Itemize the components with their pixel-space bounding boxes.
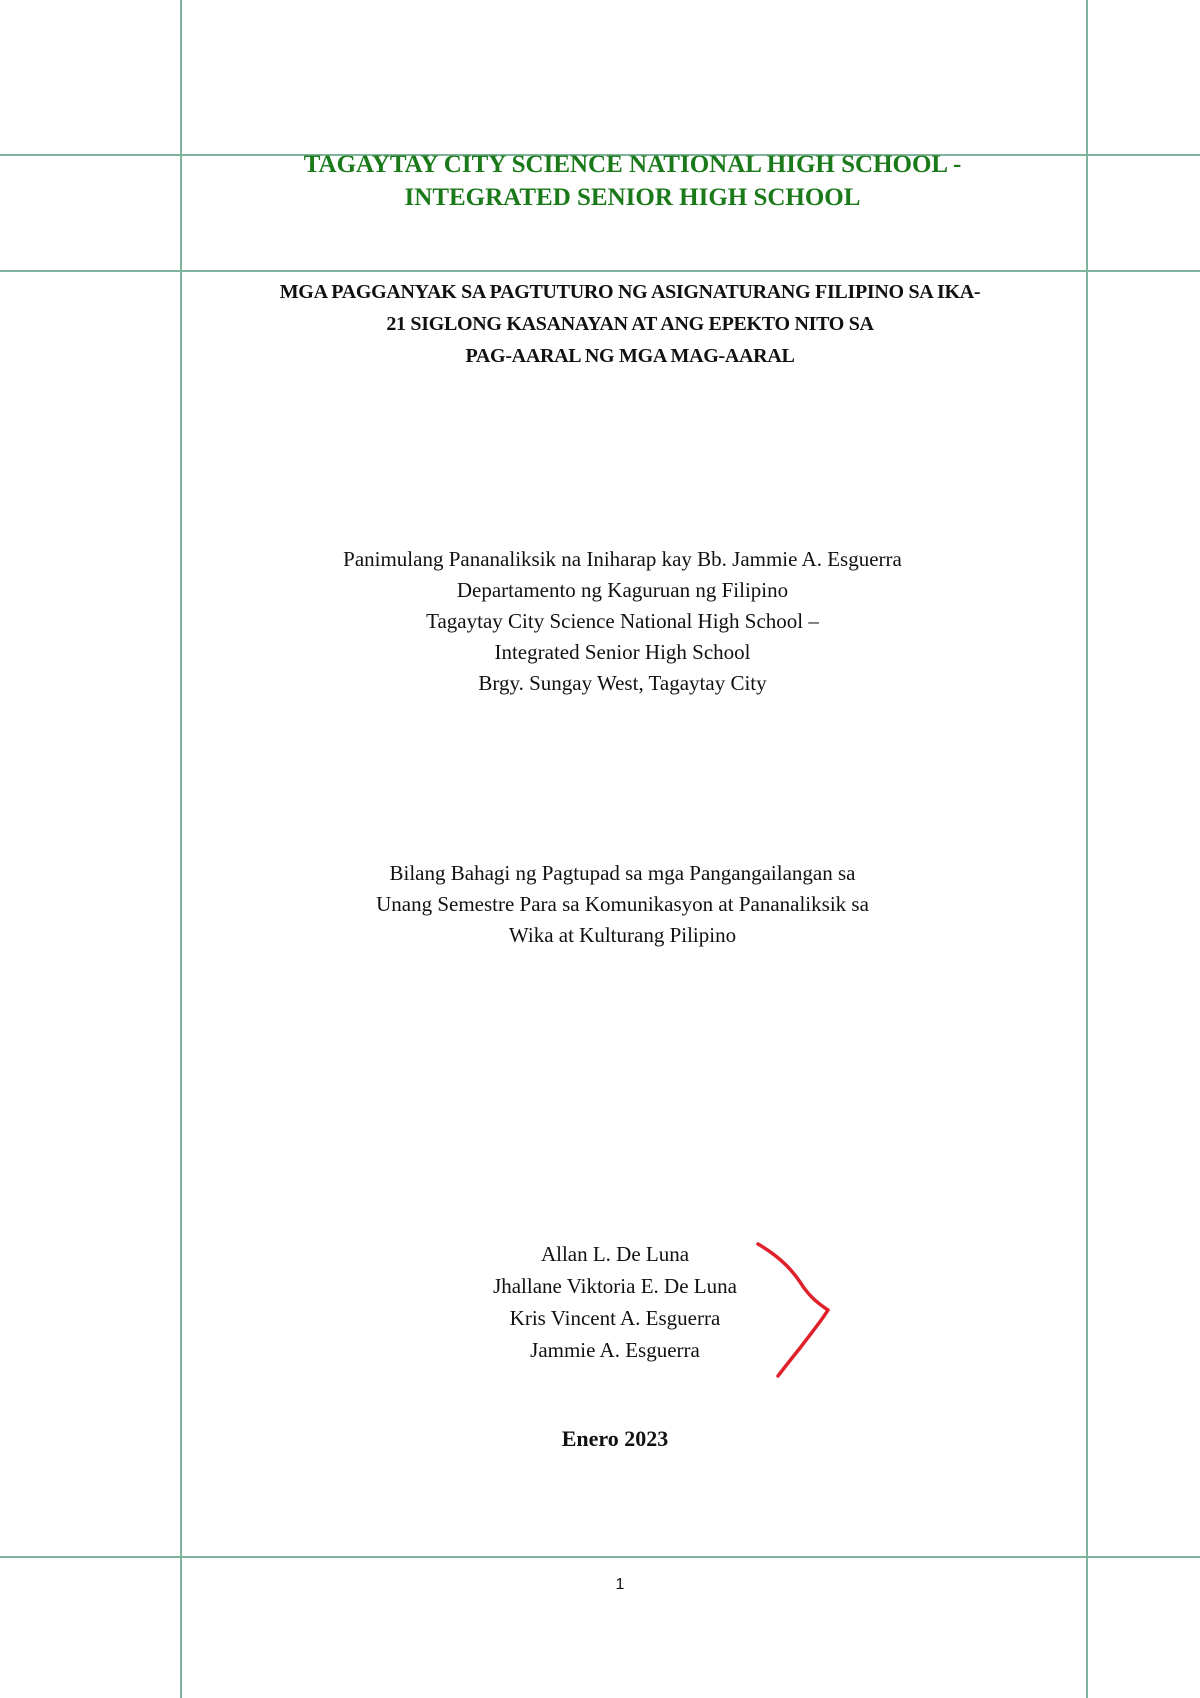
title-line: MGA PAGGANYAK SA PAGTUTURO NG ASIGNATURANG FILIPINO SA IKA- [279,281,981,303]
author-name: Allan L. De Luna [540,1242,690,1266]
author-name: Jammie A. Esguerra [530,1338,700,1362]
right-margin-guide [1086,0,1088,1698]
document-date: Enero 2023 [561,1426,669,1451]
author-list [170,1238,1060,1366]
title-line: 21 SIGLONG KASANAYAN AT ANG EPEKTO NITO SA [386,313,874,335]
submission-statement [170,544,1075,699]
header-bottom-guide [0,270,1200,272]
submission-line: Brgy. Sungay West, Tagaytay City [478,671,767,695]
requirement-line: Bilang Bahagi ng Pagtupad sa mga Pangangailangan sa [389,861,856,885]
page-number: 1 [615,1576,625,1593]
school-name-line-1: TAGAYTAY CITY SCIENCE NATIONAL HIGH SCHOOL - [303,151,962,178]
school-name-line-2: INTEGRATED SENIOR HIGH SCHOOL [404,184,861,211]
red-bracket-annotation [752,1240,832,1380]
author-name: Jhallane Viktoria E. De Luna [493,1274,737,1298]
footer-guide [0,1556,1200,1558]
submission-line: Integrated Senior High School [494,640,751,664]
requirement-line: Unang Semestre Para sa Komunikasyon at Pananaliksik sa [376,892,869,916]
submission-line: Departamento ng Kaguruan ng Filipino [456,578,789,602]
research-title [160,276,1100,372]
school-header [180,148,1085,214]
submission-line: Tagaytay City Science National High School – [426,609,819,633]
submission-line: Panimulang Pananaliksik na Iniharap kay Bb. Jammie A. Esguerra [343,547,902,571]
requirement-statement [170,858,1075,951]
author-name: Kris Vincent A. Esguerra [509,1306,721,1330]
requirement-line: Wika at Kulturang Pilipino [508,923,737,947]
title-line: PAG-AARAL NG MGA MAG-AARAL [465,345,795,367]
